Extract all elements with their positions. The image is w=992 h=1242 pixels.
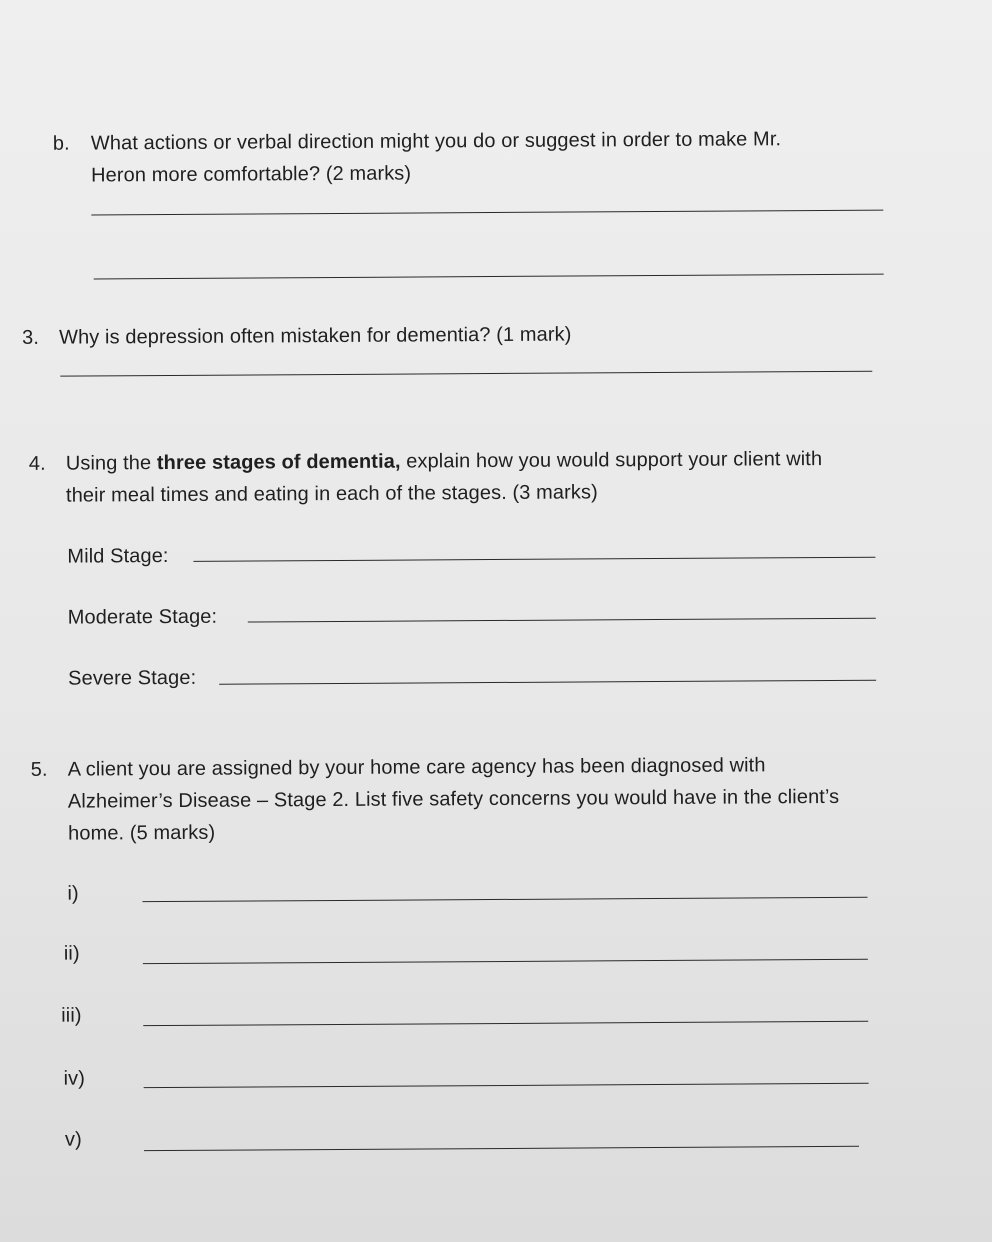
answer-line-2b-1[interactable] — [91, 210, 883, 216]
question-4-text-line2: their meal times and eating in each of the stages. (3 marks) — [65, 481, 598, 507]
stage-label-moderate: Moderate Stage: — [67, 605, 218, 629]
safety-item-label-4: iv) — [63, 1067, 86, 1090]
question-4-text-prefix: Using the — [65, 452, 157, 475]
answer-line-3[interactable] — [60, 371, 872, 377]
answer-line-safety-5[interactable] — [144, 1146, 859, 1151]
answer-line-safety-1[interactable] — [142, 897, 867, 902]
question-4-text-suffix: explain how you would support your client with — [400, 448, 823, 473]
stage-label-mild: Mild Stage: — [67, 545, 169, 568]
question-4-number: 4. — [28, 452, 46, 475]
safety-item-label-5: v) — [64, 1128, 82, 1151]
question-2b-letter: b. — [52, 132, 70, 155]
question-2b-text-line2: Heron more comfortable? (2 marks) — [90, 162, 412, 187]
answer-line-safety-4[interactable] — [144, 1083, 869, 1088]
answer-line-moderate-stage[interactable] — [248, 618, 876, 623]
question-5-text-line2: Alzheimer’s Disease – Stage 2. List five safety concerns you would have in the client’s — [67, 785, 840, 813]
question-3-number: 3. — [21, 326, 40, 349]
question-5-text-line1: A client you are assigned by your home care agency has been diagnosed with — [67, 754, 766, 781]
answer-line-safety-3[interactable] — [143, 1021, 868, 1026]
safety-item-label-3: iii) — [61, 1004, 82, 1027]
answer-line-severe-stage[interactable] — [219, 680, 876, 685]
answer-line-2b-2[interactable] — [94, 274, 884, 280]
question-4-text-bold: three stages of dementia, — [156, 450, 401, 475]
stage-label-severe: Severe Stage: — [68, 666, 197, 690]
question-3-text: Why is depression often mistaken for dementia? (1 mark) — [58, 323, 572, 349]
question-4-text-line1 — [66, 444, 823, 480]
question-2b-text-line1: What actions or verbal direction might you do or suggest in order to make Mr. — [90, 128, 782, 155]
answer-line-mild-stage[interactable] — [193, 557, 875, 562]
safety-item-label-1: i) — [67, 882, 79, 905]
safety-item-label-2: ii) — [63, 942, 80, 965]
question-5-text-line3: home. (5 marks) — [68, 821, 216, 845]
answer-line-safety-2[interactable] — [143, 959, 868, 964]
question-5-number: 5. — [30, 758, 48, 781]
